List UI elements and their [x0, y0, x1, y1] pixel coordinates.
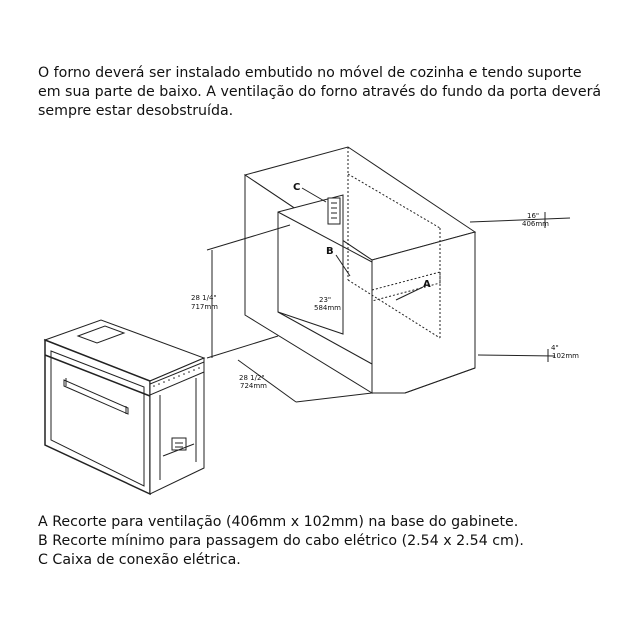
intro-text: O forno deverá ser instalado embutido no móvel de cozinha e tendo suporte em sua parte de baixo. A ventilação do forno através do fundo da porta deverá sempre estar desobstruída. [38, 65, 602, 119]
label-c: C [293, 182, 301, 193]
legend [38, 513, 608, 570]
legend-item-a: A Recorte para ventilação (406mm x 102mm) na base do gabinete. [38, 514, 519, 530]
dim-height-mm: 717mm [191, 303, 218, 311]
dim-gap-in: 4" [551, 344, 559, 352]
dim-width-in: 23" [319, 296, 332, 304]
dim-width-mm: 584mm [314, 304, 341, 312]
dim-depth-mm: 724mm [240, 382, 267, 390]
dim-vent-mm: 406mm [522, 220, 549, 228]
dim-depth-in: 28 1/2" [239, 374, 265, 382]
legend-item-b: B Recorte mínimo para passagem do cabo elétrico (2.54 x 2.54 cm). [38, 533, 524, 549]
label-b: B [326, 246, 334, 257]
cabinet [245, 147, 475, 393]
dim-gap-mm: 102mm [552, 352, 579, 360]
label-a: A [423, 279, 431, 290]
dim-height-in: 28 1/4" [191, 294, 217, 302]
dim-vent-in: 16" [527, 212, 540, 220]
legend-item-c: C Caixa de conexão elétrica. [38, 552, 241, 568]
oven [45, 320, 204, 494]
